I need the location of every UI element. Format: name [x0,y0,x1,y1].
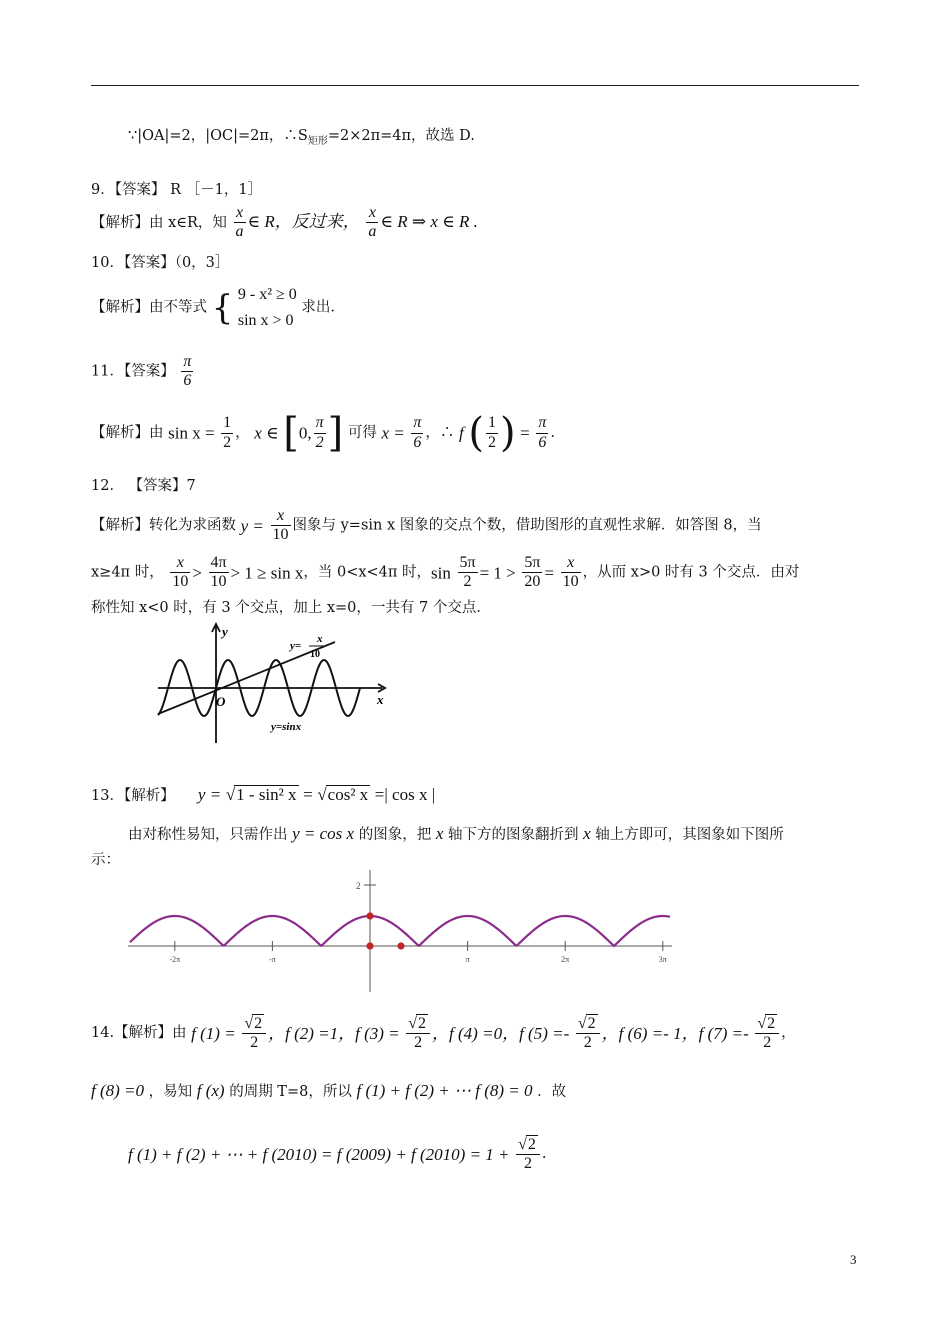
q14-l3eq: f (1) + f (2) + ⋯ + f (2010) = f (2009) + f (2010) = 1 + [128,1144,510,1164]
q12-l2b: ，当 0<x<4π 时， [303,564,432,581]
q11-lp: ( [468,410,484,456]
q13-point-zero [397,942,404,949]
q14-frac7: $\frac{√2}{2}$ [755,1014,779,1053]
q13-x-tick-label: π [465,955,470,964]
q12-sin: sin [431,563,451,583]
q13-x1: x [435,824,444,843]
q14-f8: f (8) =0 [91,1081,145,1100]
q12-frac5: $\frac{x}{10}$ [562,554,579,591]
q12-eq1gt: = 1 > [479,563,516,583]
q13-equation: 13．【解析】 y = √1 - sin² x = √cos² x =| cos x | [91,785,436,804]
q13-x2: x [583,824,591,843]
rect-sub: 矩形 [307,135,328,147]
q13-fn: y = cos x [292,824,355,843]
q13-rad2: cos² x [327,785,369,804]
q12-line3: 称性知 x<0 时，有 3 个交点，加上 x=0，一共有 7 个交点． [91,600,491,616]
q14-line2 [91,1082,566,1100]
q12-frac2: $\frac{4\pi}{10}$ [210,554,227,591]
q9-answer: 9．【答案】 R ［－1，1］ [91,182,263,198]
q11-half: $\frac{1}{2}$ [223,414,232,451]
q12-line-num: x [317,633,323,645]
q13-eqa: y = [197,785,222,804]
q9-frac-a: $\frac{x}{a}$ [235,204,244,241]
q11-analysis [91,410,555,456]
q13-point-peak [366,912,373,919]
q12-gt1: > 1 ≥ sin x [230,563,304,583]
q14-label: 14.【解析】由 [91,1025,187,1042]
q12-origin: O [216,694,226,709]
q14-l2c: ．故 [537,1084,567,1100]
q12-answer: 12． 【答案】7 [91,478,196,494]
q12-line2: x≥4π 时， $\frac{x}{10}$ > $\frac{4\pi}{10}$ > 1 ≥ sin x，当 0<x<4π 时，sin $\frac{5\pi}{2}$ = 1 > $\frac{5\pi}{20}$ = $\frac{x}{10}$ ，从而 x>0 时有 3 个交点．由对 [91,554,800,591]
q9-label: 【解析】由 x∈R，知 [91,214,227,231]
q9-tail: ∈ R ⇒ x ∈ R . [380,211,478,231]
page-number: 3 [850,1252,857,1267]
q14-f7: ，f (7) =- [681,1023,749,1043]
q13-abs-cos-curve [130,916,670,946]
line-rectangle-area [128,129,475,147]
q14-frac5: $\frac{√2}{2}$ [576,1014,600,1053]
q13-label: 13．【解析】 [91,787,175,804]
rect-rest: =2×2π=4π，故选 D. [327,128,475,144]
q12-frac1: $\frac{x}{10}$ [172,554,189,591]
header-rule [91,85,859,86]
q14-f4: ，f (4) =0 [432,1023,503,1043]
q11-xin: x ∈ [254,423,279,443]
q10-answer: 10．【答案】（0，3］ [91,255,230,271]
q14-f1: f (1) = [191,1023,236,1043]
q14-frac3: $\frac{√2}{2}$ [406,1014,430,1053]
q11-comma: ， [235,424,250,441]
q12-figure [150,622,395,747]
q13-x-tick-label: 2π [561,955,570,964]
q13-l2a: 由对称性易知，只需作出 [128,827,288,843]
q14-end: ， [781,1025,796,1042]
q13-line3: 示： [91,852,120,868]
q12-l1a: 【解析】转化为求函数 [91,517,236,534]
q14-frac1: $\frac{√2}{2}$ [242,1014,266,1053]
q11-zero: 0, [298,423,312,443]
q13-x-tick-label: 3π [658,955,667,964]
q11-therefore: ，∴ [425,424,455,441]
q11-pi6b: $\frac{\pi}{6}$ [538,414,547,451]
q10-label: 【解析】由不等式 [91,299,207,316]
q13-graph [124,868,676,994]
q13-point-origin [366,942,373,949]
q11-rp: ) [499,410,516,456]
q11-an-label: 【解析】由 [91,424,164,441]
q13-l2c: 轴下方的图象翻折到 [447,827,579,843]
q11-answer [91,353,195,391]
q12-line-den: 10 [310,649,320,660]
q11-eq: = [520,423,530,443]
q14-l3-frac: $\frac{√2}{2}$ [516,1135,540,1174]
q12-line-label: y= [290,640,302,652]
q11-pi2: $\frac{\pi}{2}$ [315,414,324,451]
q12-sin-label: y=sinx [271,721,302,733]
q13-l2d: 轴上方即可，其图象如下图所 [595,827,784,843]
q11-label: 11．【答案】 [91,363,175,380]
q12-y-label: y [222,624,228,639]
q12-frac4: $\frac{5\pi}{20}$ [524,554,541,591]
q14-f2: ，f (2) =1 [268,1023,339,1043]
q11-answer-frac: $\frac{\pi}{6}$ [183,353,192,390]
q12-l2a: x≥4π 时， [91,564,164,581]
q12-y: y = [240,516,264,536]
q10-system: 9 - x² ≥ 0 sin x > 0 [237,286,297,329]
q12-l2c: ，从而 x>0 时有 3 个交点．由对 [582,564,800,581]
q12-x-label: x [377,692,384,707]
q10-tail: 求出. [301,299,335,316]
q14-sum: f (1) + f (2) + ⋯ f (8) = 0 [356,1081,533,1100]
q13-l2b: 的图象，把 [358,827,432,843]
q13-x-tick-label: -π [269,955,276,964]
q13-eqc: =| cos x | [374,785,436,804]
q14-l3end: . [541,1146,547,1163]
q14-fx: f (x) [196,1081,225,1100]
q14-line1 [91,1014,796,1053]
q14-line3 [128,1135,547,1174]
q13-y-tick-label: 2 [356,881,361,891]
q13-line2 [128,825,784,843]
q11-sin: sin x = [168,423,215,443]
q14-f5: ，f (5) =- [502,1023,570,1043]
q11-rbr: ] [327,410,344,456]
q12-frac3: $\frac{5\pi}{2}$ [459,554,476,591]
q12-line1 [91,507,762,545]
q9-frac-b: $\frac{x}{a}$ [368,204,377,241]
q11-xeq: x = [381,423,405,443]
q11-lbr: [ [283,410,299,456]
q12-l1b: 图象与 y=sin x 图象的交点个数，借助图形的直观性求解．如答图 8，当 [292,517,762,534]
q14-l2b: 的周期 T=8，所以 [229,1084,352,1100]
q14-f3: ，f (3) = [338,1023,400,1043]
q10-analysis [91,282,335,333]
q11-period: . [550,424,555,441]
rect-text: ∵|OA|=2，|OC|=2π，∴S [128,128,308,144]
q11-f: f [458,423,464,443]
q9-mid: ∈ R，反过来， [247,211,360,231]
q12-frac-x10: $\frac{x}{10}$ [272,507,289,544]
q13-eqb: = [303,785,313,804]
q13-x-tick-label: -2π [169,955,181,964]
q11-pi6: $\frac{\pi}{6}$ [413,414,422,451]
q9-analysis [91,204,478,242]
q13-rad1: 1 - sin² x [236,785,297,804]
q14-l2a: ，易知 [148,1084,193,1100]
q14-f6: ，f (6) =- 1 [601,1023,682,1043]
q11-half2: $\frac{1}{2}$ [487,414,496,451]
q11-keyi: 可得 [347,424,377,441]
q10-brace: { [211,287,234,328]
